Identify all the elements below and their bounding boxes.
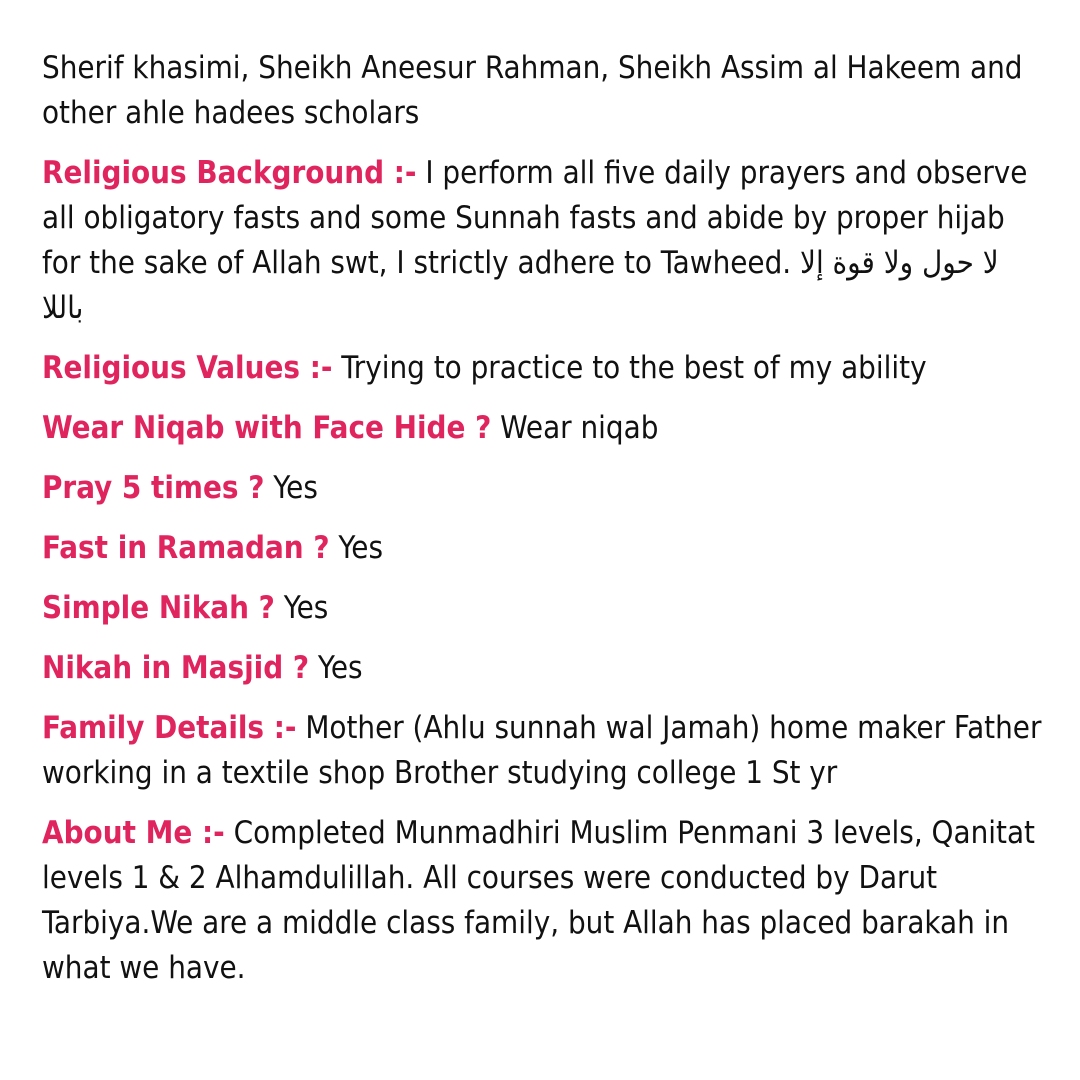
niqab-row xyxy=(42,406,1042,451)
simple-nikah-row xyxy=(42,586,1042,631)
fast-value: Yes xyxy=(338,530,383,566)
simple-nikah-value: Yes xyxy=(283,590,329,626)
family-details xyxy=(42,706,1042,796)
nikah-masjid-value: Yes xyxy=(317,650,363,686)
family-details-label: Family Details :- xyxy=(42,710,297,746)
about-me xyxy=(42,811,1042,991)
nikah-masjid-row xyxy=(42,646,1042,691)
scholars-value: Sherif khasimi, Sheikh Aneesur Rahman, Sheikh Assim al Hakeem and other ahle hadees scholars xyxy=(42,50,1023,131)
nikah-masjid-label: Nikah in Masjid ? xyxy=(42,650,310,686)
simple-nikah-label: Simple Nikah ? xyxy=(42,590,275,626)
about-me-value: Completed Munmadhiri Muslim Penmani 3 levels, Qanitat levels 1 & 2 Alhamdulillah. All courses were conducted by Darut Tarbiya.We are a middle class family, but Allah has placed barakah in what we have. xyxy=(42,815,1035,986)
religious-background-value: I perform all five daily prayers and observe all obligatory fasts and some Sunnah fasts and abide by proper hijab for the sake of Allah swt, I strictly adhere to Tawheed. xyxy=(42,155,1028,281)
family-details-value: Mother (Ahlu sunnah wal Jamah) home maker Father working in a textile shop Brother studying college 1 St yr xyxy=(42,710,1042,791)
religious-values-value: Trying to practice to the best of my ability xyxy=(341,350,927,386)
religious-values-label: Religious Values :- xyxy=(42,350,333,386)
niqab-value: Wear niqab xyxy=(500,410,659,446)
religious-values xyxy=(42,346,1042,391)
religious-background-arabic: لا حول ولا قوة إلا باللا xyxy=(42,245,999,326)
fast-row xyxy=(42,526,1042,571)
pray-value: Yes xyxy=(273,470,318,506)
fast-label: Fast in Ramadan ? xyxy=(42,530,330,566)
niqab-label: Wear Niqab with Face Hide ? xyxy=(42,410,492,446)
about-me-label: About Me :- xyxy=(42,815,225,851)
scholars-text xyxy=(42,46,1042,136)
pray-row xyxy=(42,466,1042,511)
religious-background xyxy=(42,151,1042,331)
profile-document xyxy=(42,46,1042,1006)
religious-background-label: Religious Background :- xyxy=(42,155,417,191)
pray-label: Pray 5 times ? xyxy=(42,470,265,506)
